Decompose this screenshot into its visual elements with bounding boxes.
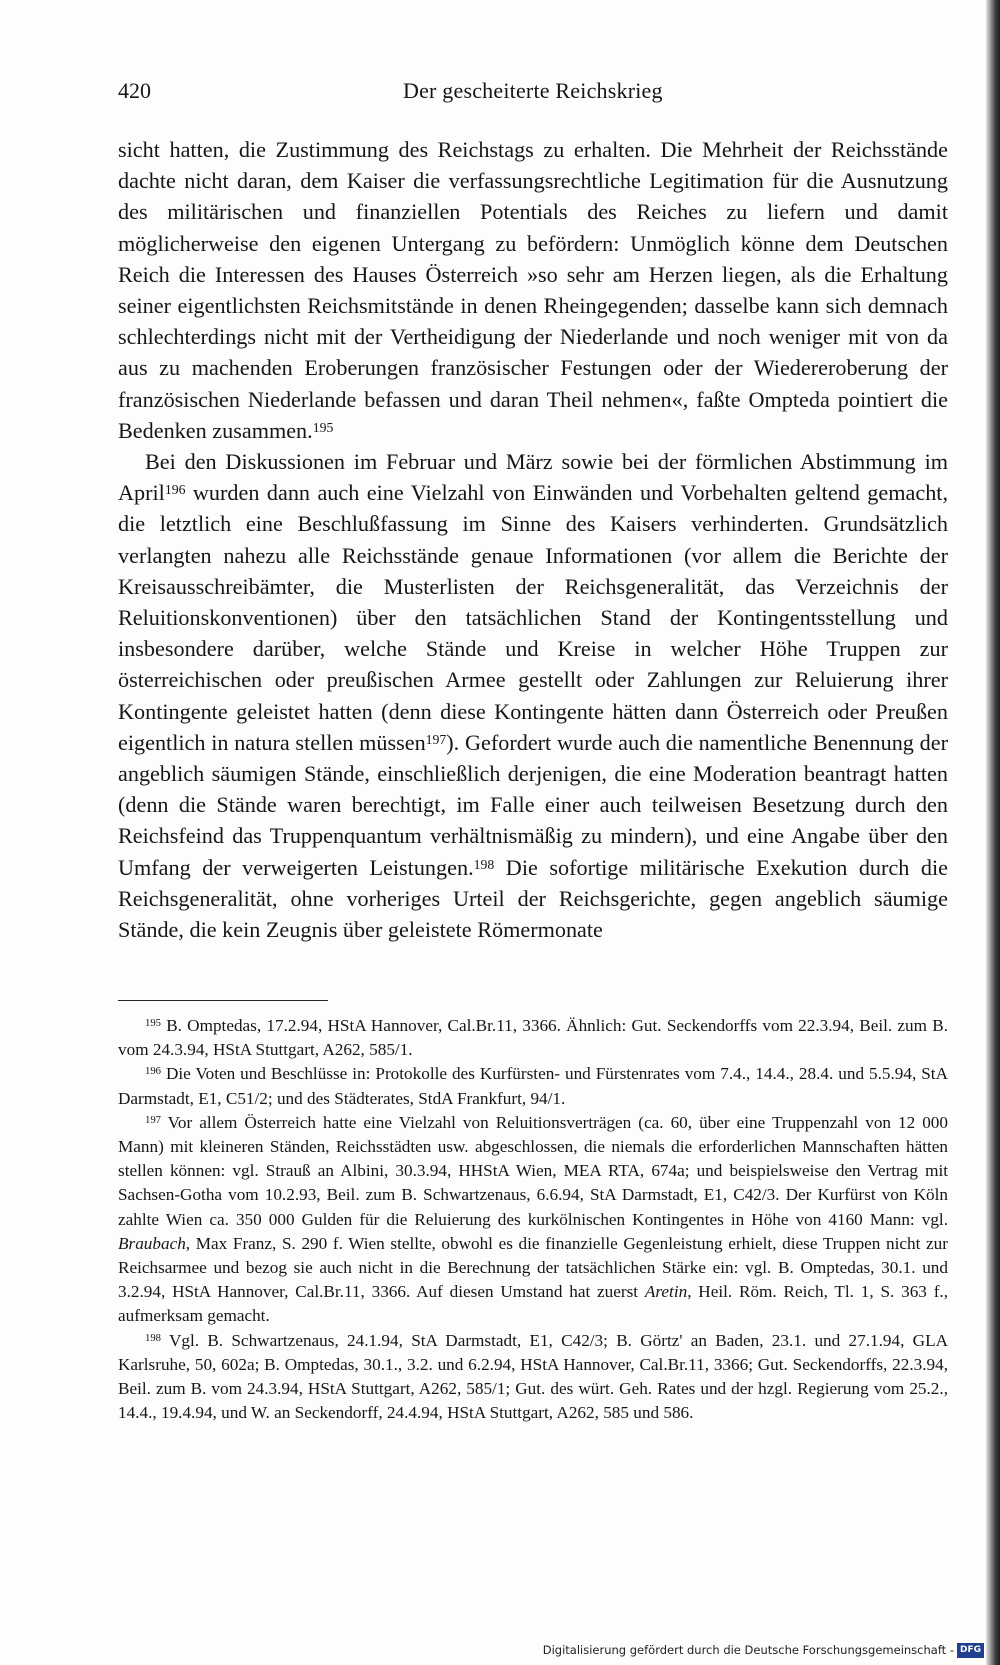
footnote-divider (118, 1000, 328, 1001)
footnote-ref-198: 198 (473, 856, 495, 872)
page-number: 420 (118, 78, 151, 103)
footnote-ref-195: 195 (312, 419, 334, 435)
footnote-author: Braubach (118, 1233, 186, 1253)
footnote-number: 198 (145, 1332, 161, 1344)
footnote-number: 197 (145, 1115, 161, 1127)
footnote-196 (118, 1062, 948, 1110)
footnote-ref-197: 197 (425, 731, 447, 747)
main-text (118, 134, 948, 945)
footnote-ref-196: 196 (164, 482, 186, 498)
footnote-text: , Max Franz, S. 290 f. Wien stellte, obwohl es die finanzielle Gegenleistung erhielt, diese Truppen nicht zur Reichsarmee und bezog sie auch nicht in die Berechnung der tatsächlichen Stärke ein: vgl. B. Omptedas, 30.1. und 3.2.94, HStA Hannover, Cal.Br.11, 3366. Auf diesen Umstand hat zuerst (118, 1233, 948, 1302)
running-head: Der gescheiterte Reichskrieg (403, 78, 663, 103)
footnote-author: Aretin (644, 1282, 688, 1302)
paragraph-2-text-c: ). Gefordert wurde auch die namentliche Benennung der angeblich säumigen Stände, einschließlich derjenigen, die eine Moderation beantragt hatten (denn die Stände waren berechtigt, im Falle einer auch teilweisen Besetzung durch den Reichsfeind das Truppenquantum verhältnismäßig zu mindern), und eine Angabe über den Umfang der verweigerten Leistungen. (118, 729, 948, 880)
paragraph-2-text-d: Die sofortige militärische Exekution durch die Reichsgeneralität, ohne vorheriges Urteil der Reichsgerichte, gegen angeblich säumige Stände, die kein Zeugnis über geleistete Römermonate (118, 854, 948, 943)
footnote-number: 196 (145, 1066, 161, 1078)
paragraph-2-text-a: Bei den Diskussionen im Februar und März sowie bei der förmlichen Abstimmung im April (118, 449, 948, 506)
paragraph-1 (118, 134, 948, 446)
footnote-text: Vgl. B. Schwartzenaus, 24.1.94, StA Darmstadt, E1, C42/3; B. Görtz' an Baden, 23.1. und 27.1.94, GLA Karlsruhe, 50, 602a; B. Omptedas, 30.1., 3.2. und 6.2.94, HStA Hannover, Cal.Br.11, 3366; Gut. Seckendorffs, 22.3.94, Beil. zum B. vom 24.3.94, HStA Stuttgart, A262, 585/1; Gut. des würt. Geh. Rates und der hzgl. Regierung vom 25.2., 14.4., 19.4.94, und W. an Seckendorff, 24.4.94, HStA Stuttgart, A262, 585 und 586. (118, 1330, 948, 1423)
paragraph-2 (118, 446, 948, 945)
footnote-text: Die Voten und Beschlüsse in: Protokolle des Kurfürsten- und Fürstenrates vom 7.4., 14.4., 28.4. und 5.5.94, StA Darmstadt, E1, C51/2; und des Städterates, StdA Frankfurt, 94/1. (118, 1064, 948, 1108)
page-edge-shadow (986, 0, 1000, 1665)
footnote-text: B. Omptedas, 17.2.94, HStA Hannover, Cal.Br.11, 3366. Ähnlich: Gut. Seckendorffs vom 22.3.94, Beil. zum B. vom 24.3.94, HStA Stuttgart, A262, 585/1. (118, 1016, 948, 1060)
digitization-credit: Digitalisierung gefördert durch die Deutsche Forschungsgemeinschaft - (542, 1643, 954, 1657)
footnote-number: 195 (145, 1018, 161, 1030)
footnote-198 (118, 1329, 948, 1426)
footnotes (118, 1014, 948, 1425)
footnote-text: Vor allem Österreich hatte eine Vielzahl von Reluitionsverträgen (ca. 60, über eine Truppenzahl von 12 000 Mann) mit kleineren Ständen, Reichsstädten usw. abgeschlossen, die niemals die erforderlichen Mannschaften hätten stellen können: vgl. Strauß an Albini, 30.3.94, HHStA Wien, MEA RTA, 674a; und beispielsweise den Vertrag mit Sachsen-Gotha vom 10.2.93, Beil. zum B. Schwartzenaus, 6.6.94, StA Darmstadt, E1, C42/3. Der Kurfürst von Köln zahlte Wien ca. 350 000 Gulden für die Reluierung des kurkölnischen Kontingentes in Höhe von 4160 Mann: vgl. (118, 1112, 948, 1229)
page-header (118, 78, 948, 108)
footnote-195 (118, 1014, 948, 1062)
paragraph-2-text-b: wurden dann auch eine Vielzahl von Einwänden und Vorbehalten geltend gemacht, die letztlich eine Beschlußfassung im Sinne des Kaisers verhinderten. Grundsätzlich verlangten nahezu alle Reichsstände genaue Informationen (vor allem die Berichte der Kreisausschreibämter, die Musterlisten der Reichsgeneralität, das Verzeichnis der Reluitionskonventionen) über den tatsächlichen Stand der Kontingentsstellung und insbesondere darüber, welche Stände und Kreise in welcher Höhe Truppen zur österreichischen oder preußischen Armee gestellt oder Zahlungen zur Reluierung ihrer Kontingente geleistet hatten (denn diese Kontingente hätten dann Österreich oder Preußen eigentlich in natura stellen müssen (118, 480, 948, 755)
footnote-text: , Heil. Röm. Reich, Tl. 1, S. 363 f., aufmerksam gemacht. (118, 1282, 949, 1326)
paragraph-1-text: sicht hatten, die Zustimmung des Reichstags zu erhalten. Die Mehrheit der Reichsstände dachte nicht daran, dem Kaiser die verfassungsrechtliche Legitimation für die Ausnutzung des militärischen und finanziellen Potentials des Reiches zu liefern und damit möglicherweise den eigenen Untergang zu befördern: Unmöglich könne dem Deutschen Reich die Interessen des Hauses Österreich »so sehr am Herzen liegen, als die Erhaltung seiner eigentlichsten Reichsmitstände in denen Rheingegenden; dasselbe kann sich demnach schlechterdings nicht mit der Vertheidigung der Niederlande und noch weniger mit von da aus zu machenden Eroberungen französischer Festungen oder der Wiedereroberung der französischen Niederlande befassen und daran Theil nehmen«, faßte Ompteda pointiert die Bedenken zusammen. (118, 137, 948, 443)
footnote-197 (118, 1111, 948, 1329)
dfg-logo: DFG (957, 1643, 984, 1658)
